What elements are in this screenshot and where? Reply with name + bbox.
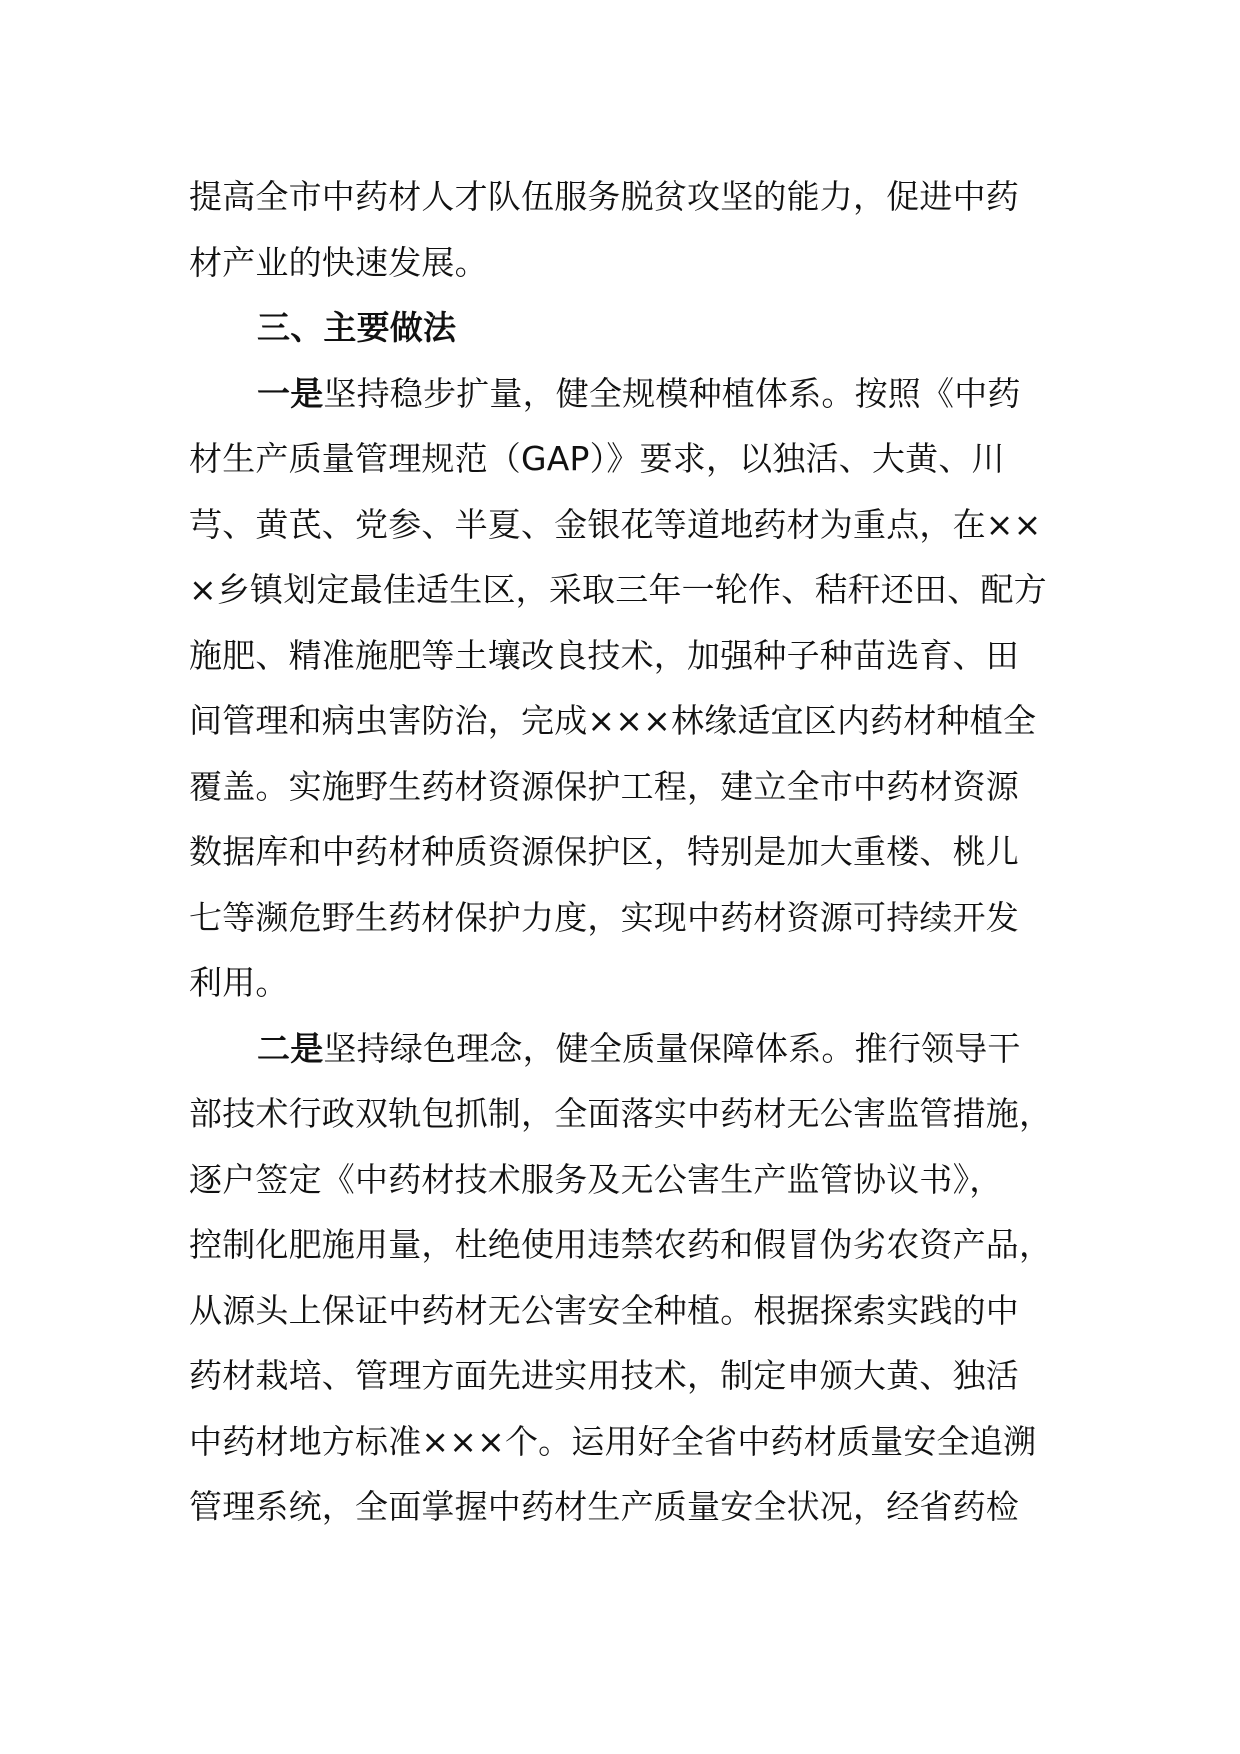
text-line: 逐户签定《中药材技术服务及无公害生产监管协议书》， <box>189 1159 1003 1199</box>
text-line: 七等濒危野生药材保护力度，实现中药材资源可持续开发 <box>189 897 1019 937</box>
text-line: 芎、黄芪、党参、半夏、金银花等道地药材为重点，在×× <box>189 504 1042 544</box>
paragraph-1 <box>189 361 1069 1016</box>
text-line <box>189 361 1069 427</box>
text-line: 药材栽培、管理方面先进实用技术，制定申颁大黄、独活 <box>189 1356 1019 1395</box>
paragraph-lead: 一是 <box>257 373 324 413</box>
text-line: ×乡镇划定最佳适生区，采取三年一轮作、秸秆还田、配方 <box>189 570 1047 609</box>
text-line: 施肥、精准施肥等土壤改良技术，加强种子种苗选育、田 <box>189 635 1019 675</box>
text-line: 部技术行政双轨包抓制，全面落实中药材无公害监管措施， <box>189 1094 1053 1133</box>
text-line: 提高全市中药材人才队伍服务脱贫攻坚的能力，促进中药 <box>189 177 1019 216</box>
paragraph-lead: 二是 <box>257 1028 324 1068</box>
document-body <box>189 164 1069 1540</box>
text-line: 材生产质量管理规范（GAP）》要求，以独活、大黄、川 <box>189 439 1005 478</box>
paragraph-continuation <box>189 164 1069 295</box>
text-line: 数据库和中药材种质资源保护区，特别是加大重楼、桃儿 <box>189 832 1019 871</box>
text-line: 覆盖。实施野生药材资源保护工程，建立全市中药材资源 <box>189 766 1019 806</box>
text-line: 材产业的快速发展。 <box>189 242 488 282</box>
text-line: 利用。 <box>189 963 289 1002</box>
text-line: 间管理和病虫害防治，完成×××林缘适宜区内药材种植全 <box>189 701 1037 740</box>
text-line: 从源头上保证中药材无公害安全种植。根据探索实践的中 <box>189 1290 1019 1330</box>
text-line: 控制化肥施用量，杜绝使用违禁农药和假冒伪劣农资产品， <box>189 1225 1053 1264</box>
text-line: 中药材地方标准×××个。运用好全省中药材质量安全追溯 <box>189 1421 1037 1461</box>
text-line <box>189 1016 1069 1082</box>
paragraph-2 <box>189 1016 1069 1540</box>
text-span: 坚持稳步扩量，健全规模种植体系。按照《中药 <box>323 373 1021 413</box>
text-span: 坚持绿色理念，健全质量保障体系。推行领导干 <box>323 1028 1021 1068</box>
text-line: 管理系统，全面掌握中药材生产质量安全状况，经省药检 <box>189 1487 1019 1526</box>
section-heading: 三、主要做法 <box>257 308 457 347</box>
